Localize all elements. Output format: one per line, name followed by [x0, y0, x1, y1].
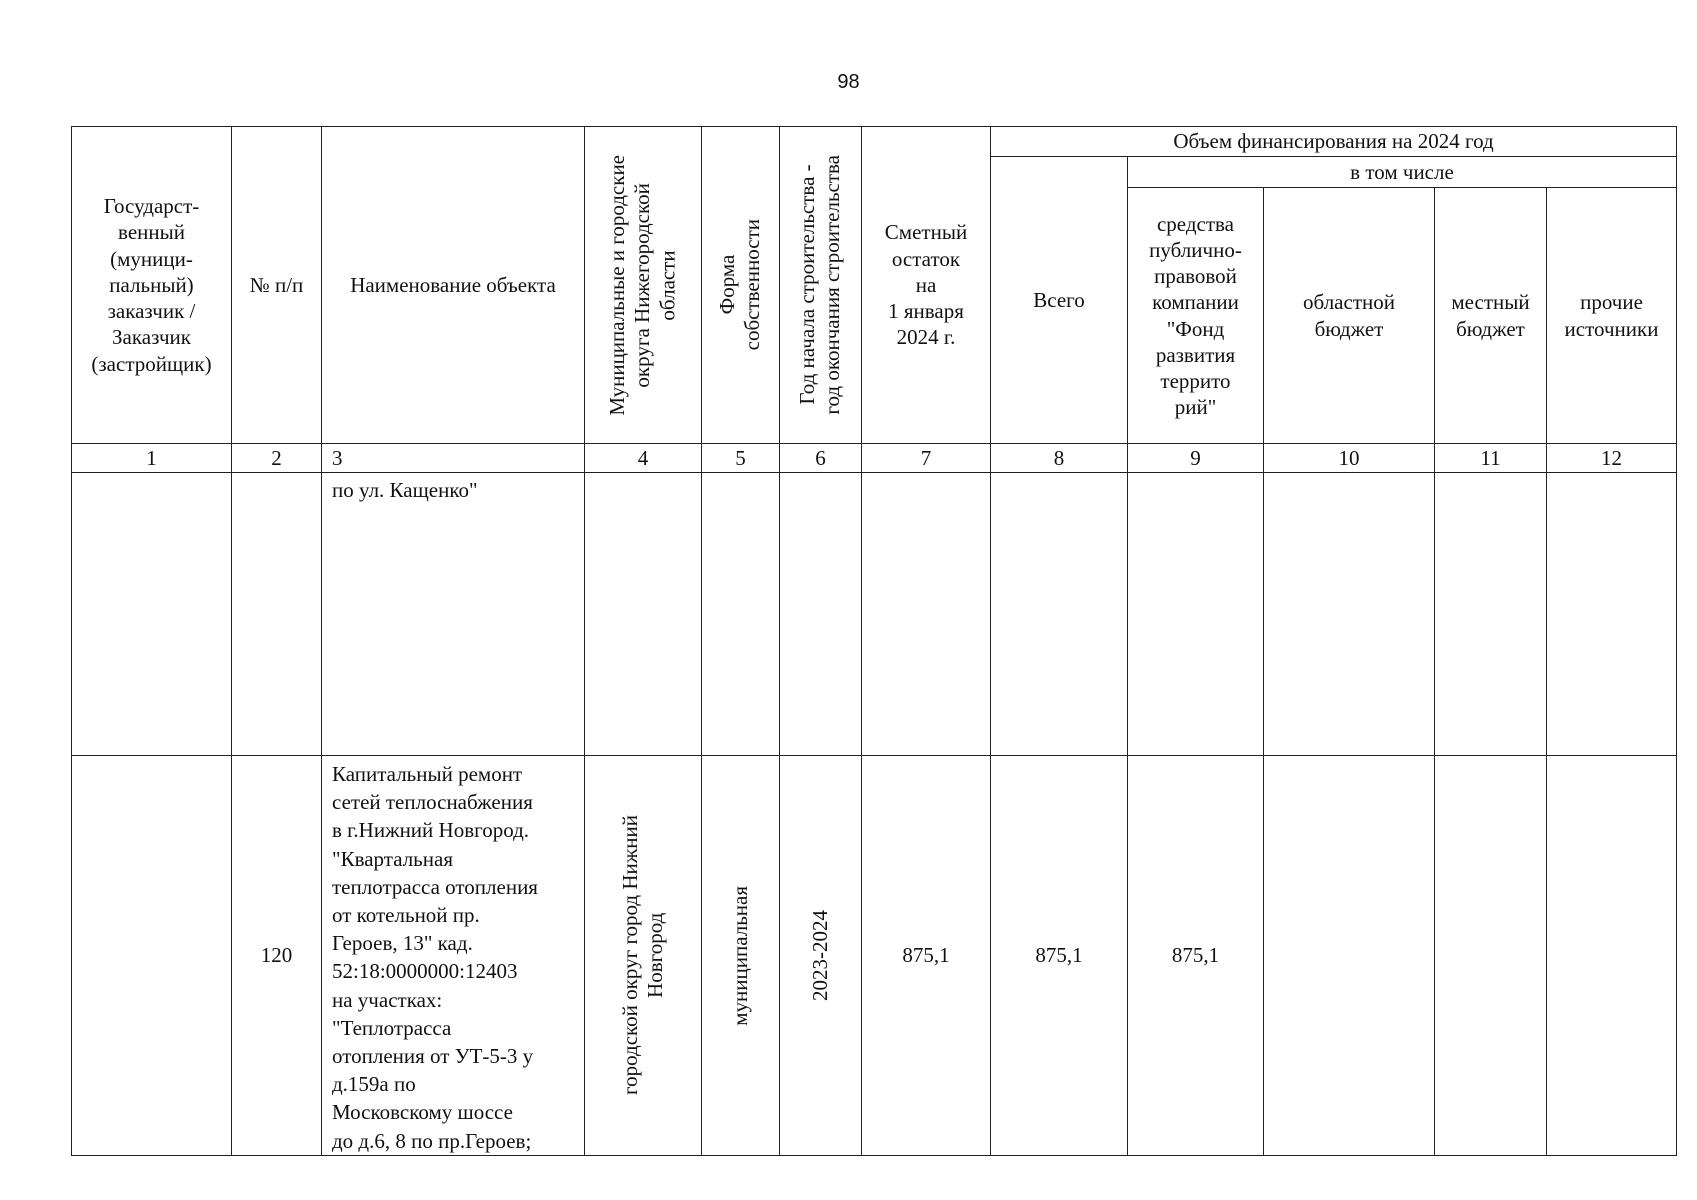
cell-object-name: Капитальный ремонт сетей теплоснабжения в г.Нижний Новгород. "Квартальная теплотрасса отопления от котельной пр. Героев, 13" кад. 52:18:0000000:12403 на участках: "Теплотрасса отопления от УТ-5-3 у д.159а по Московскому шоссе до д.6, 8 по пр.Героев;: [322, 756, 585, 1156]
column-number-row: [72, 444, 1677, 473]
column-number: 1: [72, 444, 232, 473]
table-row: [72, 473, 1677, 756]
column-number: 4: [585, 444, 702, 473]
header-other: прочие источники: [1547, 188, 1677, 444]
column-number: 6: [780, 444, 862, 473]
column-number: 11: [1435, 444, 1547, 473]
cell-years: [780, 473, 862, 756]
header-ownership-text: Форма собственности: [715, 219, 765, 351]
cell-fund: [1128, 473, 1264, 756]
cell-customer: [72, 473, 232, 756]
cell-total: [991, 473, 1128, 756]
column-number: 7: [862, 444, 991, 473]
cell-local: [1435, 756, 1547, 1156]
cell-years: [780, 756, 862, 1156]
header-ownership: [702, 127, 780, 444]
column-number: 12: [1547, 444, 1677, 473]
header-estimate-balance: Сметный остаток на 1 января 2024 г.: [862, 127, 991, 444]
header-customer: Государст- венный (муници- пальный) заказчик / Заказчик (застройщик): [72, 127, 232, 444]
cell-fund: 875,1: [1128, 756, 1264, 1156]
header-regional: областной бюджет: [1264, 188, 1435, 444]
cell-object-name: по ул. Кащенко": [322, 473, 585, 756]
cell-ownership: [702, 473, 780, 756]
cell-estimate-balance: 875,1: [862, 756, 991, 1156]
column-number: 10: [1264, 444, 1435, 473]
cell-estimate-balance: [862, 473, 991, 756]
column-number: 2: [232, 444, 322, 473]
column-number: 9: [1128, 444, 1264, 473]
cell-number: 120: [232, 756, 322, 1156]
column-number: 8: [991, 444, 1128, 473]
header-municipality-text: Муниципальные и городские округа Нижегородской области: [605, 154, 680, 416]
cell-other: [1547, 756, 1677, 1156]
cell-regional: [1264, 473, 1435, 756]
header-including-group: в том числе: [1128, 157, 1677, 188]
header-row: [72, 127, 1677, 157]
header-financing-group: Объем финансирования на 2024 год: [991, 127, 1677, 157]
cell-ownership: [702, 756, 780, 1156]
cell-other: [1547, 473, 1677, 756]
financing-table: [71, 126, 1677, 1156]
header-local: местный бюджет: [1435, 188, 1547, 444]
table-row: [72, 756, 1677, 1156]
header-municipality: [585, 127, 702, 444]
header-total: Всего: [991, 157, 1128, 444]
cell-regional: [1264, 756, 1435, 1156]
header-number: № п/п: [232, 127, 322, 444]
cell-total: 875,1: [991, 756, 1128, 1156]
cell-ownership-text: муниципальная: [727, 885, 752, 1026]
cell-years-text: 2023-2024: [807, 909, 832, 1001]
cell-municipality: [585, 473, 702, 756]
column-number: 3: [322, 444, 585, 473]
page-number: 98: [837, 71, 860, 93]
header-object-name: Наименование объекта: [322, 127, 585, 444]
header-years: [780, 127, 862, 444]
header-fund: средства публично- правовой компании "Фонд развития террито рий": [1128, 188, 1264, 444]
cell-customer: [72, 756, 232, 1156]
cell-municipality-text: городской округ город Нижний Новгород: [617, 815, 667, 1096]
column-number: 5: [702, 444, 780, 473]
header-years-text: Год начала строительства - год окончания строительства: [795, 155, 845, 415]
cell-municipality: [585, 756, 702, 1156]
cell-number: [232, 473, 322, 756]
cell-local: [1435, 473, 1547, 756]
